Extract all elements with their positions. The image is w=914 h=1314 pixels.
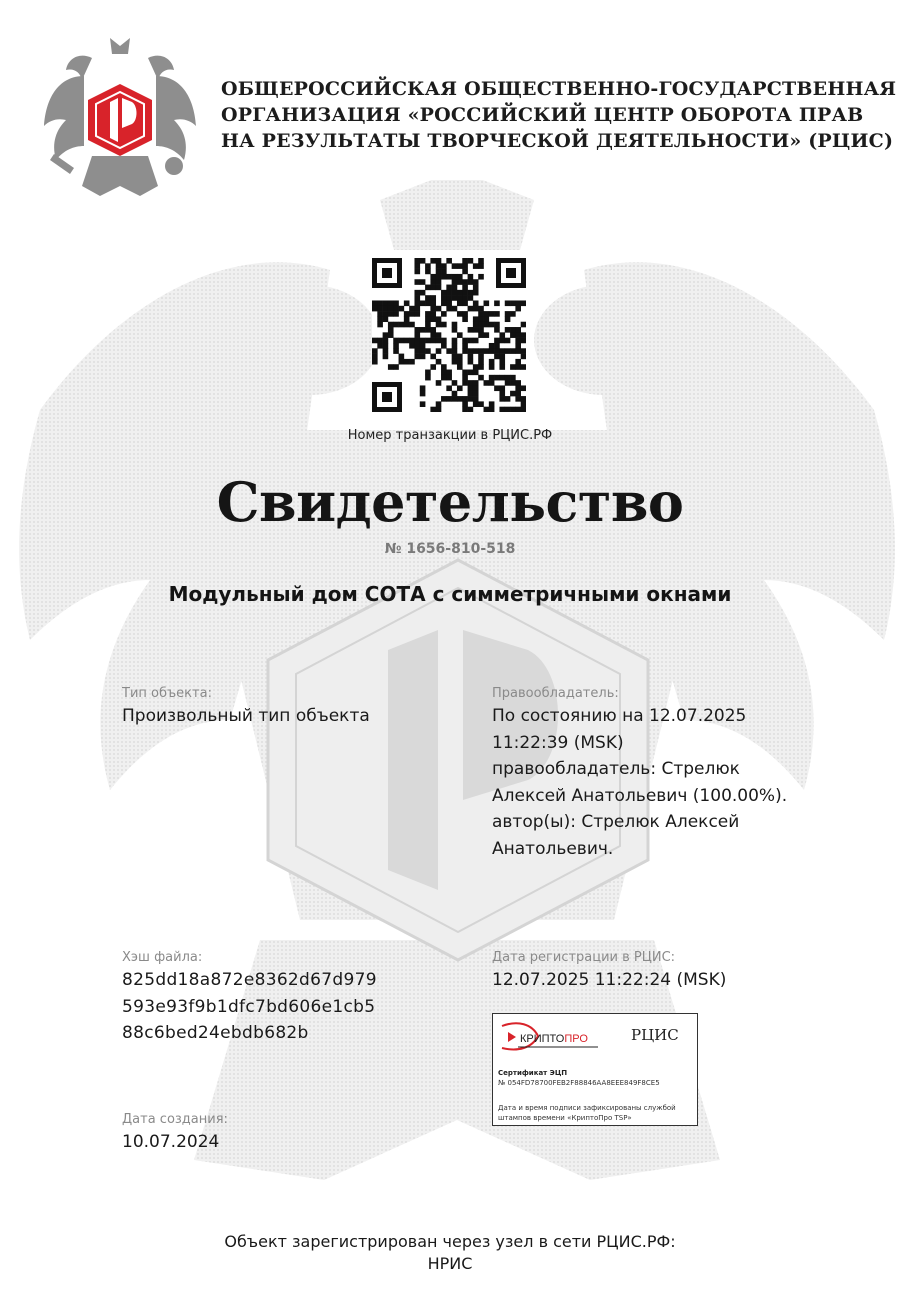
footer xyxy=(0,1231,900,1275)
rightholder-line: правообладатель: Стрелюк xyxy=(492,759,740,779)
hash-line: 88c6bed24ebdb682b xyxy=(122,1023,309,1043)
rightholder-line: Анатольевич. xyxy=(492,838,614,859)
hash-line: 825dd18a872e8362d67d979 xyxy=(122,970,377,990)
hash-block xyxy=(122,950,452,1047)
rightholder-line: 11:22:39 (MSK) xyxy=(492,732,624,753)
cert-note: Дата и время подписи зафиксированы службой штампов времени «КриптоПро TSP» xyxy=(498,1104,676,1122)
registration-date-value: 12.07.2025 11:22:24 (MSK) xyxy=(492,970,727,990)
footer-line-1: Объект зарегистрирован через узел в сети РЦИС.РФ: xyxy=(224,1232,676,1251)
org-line-3: НА РЕЗУЛЬТАТЫ ТВОРЧЕСКОЙ ДЕЯТЕЛЬНОСТИ» (РЦИС) xyxy=(221,130,894,152)
object-type-label: Тип объекта: xyxy=(122,686,212,701)
object-type-value: Произвольный тип объекта xyxy=(122,706,370,726)
organization-name xyxy=(221,76,897,154)
rightholder-label: Правообладатель: xyxy=(492,686,619,701)
rightholder-line: Алексей Анатольевич (100.00%). xyxy=(492,785,788,806)
object-name: Модульный дом СОТА с симметричными окнами xyxy=(168,582,732,606)
qr-caption: Номер транзакции в РЦИС.РФ xyxy=(347,428,553,443)
hash-label: Хэш файла: xyxy=(122,950,203,965)
hash-line: 593e93f9b1dfc7bd606e1cb5 xyxy=(122,996,376,1017)
logo-text-red: ПРО xyxy=(564,1033,588,1045)
hash-value xyxy=(122,967,452,1047)
created-date-value: 10.07.2024 xyxy=(122,1132,220,1152)
qr-code-icon[interactable] xyxy=(372,258,526,412)
certificate-number: № 1656-810-518 xyxy=(384,541,516,557)
created-date-block xyxy=(122,1112,452,1156)
stamp-org: РЦИС xyxy=(631,1026,679,1044)
registration-date-label: Дата регистрации в РЦИС: xyxy=(492,950,676,965)
object-type-block xyxy=(122,686,452,730)
svg-text:КРИПТОПРО xyxy=(520,1033,588,1045)
registration-date-block xyxy=(492,950,822,994)
certificate-title: Свидетельство xyxy=(216,470,684,534)
org-line-1: ОБЩЕРОССИЙСКАЯ ОБЩЕСТВЕННО-ГОСУДАРСТВЕННАЯ xyxy=(221,78,897,100)
cryptopro-logo-icon xyxy=(498,1020,608,1054)
created-date-label: Дата создания: xyxy=(122,1112,228,1127)
rightholder-line: автор(ы): Стрелюк Алексей xyxy=(492,812,740,832)
rightholder-line: По состоянию на 12.07.2025 xyxy=(492,706,747,726)
footer-line-2: НРИС xyxy=(427,1254,473,1273)
emblem-icon xyxy=(40,36,200,204)
digital-signature-stamp xyxy=(492,1013,698,1126)
rightholder-value xyxy=(492,703,822,862)
rightholder-block xyxy=(492,686,822,862)
cert-title: Сертификат ЭЦП xyxy=(498,1069,568,1077)
logo-text-black: КРИПТО xyxy=(520,1033,565,1045)
cert-number: № 054FD78700FEB2F88846AA8EEE849F8CE5 xyxy=(498,1079,660,1087)
org-line-2: ОРГАНИЗАЦИЯ «РОССИЙСКИЙ ЦЕНТР ОБОРОТА ПРАВ xyxy=(221,104,864,126)
